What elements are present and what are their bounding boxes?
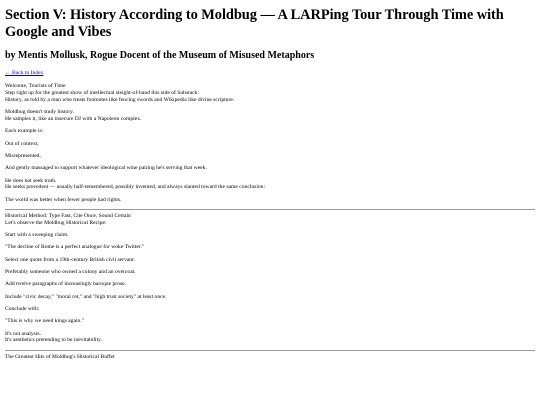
history-told-text: History, as told by a man who treats footnotes like fencing swords and Wikipedia like divine scripture. xyxy=(5,96,235,103)
misrepresented-text: Misrepresented, xyxy=(5,152,41,159)
not-analysis-text: It's not analysis. xyxy=(5,330,41,337)
add-paragraphs-text: Add twelve paragraphs of increasingly baroque prose. xyxy=(5,281,127,288)
world-better-text: The world was better when fewer people had rights. xyxy=(5,196,122,203)
observe-text: Let's observe the Moldbug Historical Recipe: xyxy=(5,219,107,226)
aesthetics-text: It's aesthetics pretending to be inevitability. xyxy=(5,337,102,344)
decline-quote-text: "The decline of Rome is a perfect analogue for woke Twitter." xyxy=(5,244,145,251)
not-seek-truth-text: He does not seek truth. xyxy=(5,177,57,184)
massaged-text: And gently massaged to support whatever ideological wine pairing he's serving that week. xyxy=(5,165,207,172)
page-byline: by Mentis Mollusk, Rogue Docent of the Museum of Misused Metaphors xyxy=(5,50,315,62)
preferably-text: Preferably someone who owned a colony and an overcoat. xyxy=(5,269,136,276)
seeks-precedent-text: He seeks precedent — usually half-remembered, possibly invented, and always slanted toward the same conclusion: xyxy=(5,184,266,191)
analysis-paragraph xyxy=(5,331,535,345)
include-terms-text: Include "civic decay," "moral rot," and "high trust society" at least once. xyxy=(5,293,167,300)
welcome-paragraph xyxy=(5,83,535,103)
kings-quote-text: "This is why we need kings again." xyxy=(5,318,84,325)
conclude-text: Conclude with: xyxy=(5,305,40,312)
section-divider xyxy=(5,209,535,210)
page-title: Section V: History According to Moldbug — A LARPing Tour Through Time with Google and Vibes xyxy=(5,7,504,40)
select-quote-text: Select one quote from a 19th-century British civil servant. xyxy=(5,256,136,263)
section-divider xyxy=(5,350,535,351)
welcome-heading: Welcome, Tourists of Time xyxy=(5,83,66,90)
method-paragraph xyxy=(5,213,535,227)
doesnt-study-text: Moldbug doesn't study history. xyxy=(5,109,75,116)
truth-paragraph xyxy=(5,178,535,192)
study-paragraph xyxy=(5,109,535,123)
step-right-up-text: Step right up for the greatest show of intellectual sleight-of-hand this side of Substack: xyxy=(5,90,200,97)
samples-text: He samples it, like an insecure DJ with a Napoleon complex. xyxy=(5,115,142,122)
back-to-index-link[interactable]: ← Back to Index xyxy=(5,70,44,77)
sweeping-claim-text: Start with a sweeping claim. xyxy=(5,232,69,239)
each-example-text: Each example is: xyxy=(5,128,44,135)
out-of-context-text: Out of context, xyxy=(5,140,39,147)
method-heading: Historical Method: Type Fast, Cite Once, Sound Certain xyxy=(5,212,131,219)
greatest-hits-heading: The Greatest Hits of Moldbug's Historical Buffet xyxy=(5,353,115,360)
